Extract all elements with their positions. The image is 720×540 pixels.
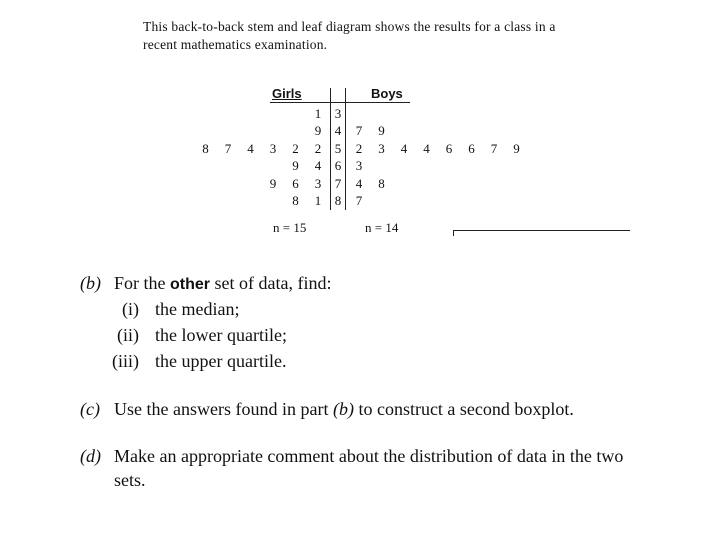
- boys-leaf: 6: [445, 140, 453, 156]
- question-b: [80, 273, 101, 294]
- boys-leaf: 4: [400, 140, 408, 156]
- girls-leaf: 9: [314, 123, 322, 139]
- intro-line-1: This back-to-back stem and leaf diagram shows the results for a class in a: [143, 19, 556, 34]
- question-b-iii-text: the upper quartile.: [155, 351, 287, 371]
- boys-leaf: 6: [468, 140, 475, 156]
- boys-leaf: 7: [355, 193, 363, 208]
- girls-leaf: 7: [224, 140, 232, 156]
- question-c-label: (c): [80, 399, 100, 419]
- intro-line-2: recent mathematics examination.: [143, 37, 328, 52]
- question-b-ii-label: (ii): [117, 325, 139, 345]
- boys-leaf: 9: [513, 140, 520, 156]
- boys-leaf: 4: [355, 175, 363, 191]
- girls-leaf: 3: [269, 140, 277, 156]
- boys-header: Boys: [371, 86, 403, 101]
- girls-leaf: 6: [292, 175, 299, 191]
- stem-4: 4: [334, 123, 342, 139]
- question-c: [80, 399, 100, 420]
- stem-8: 8: [334, 193, 342, 208]
- question-b-iii-label: (iii): [112, 351, 139, 371]
- girls-leaf: 1: [314, 193, 322, 208]
- girls-count: n = 15: [273, 220, 307, 235]
- question-d-line-1: Make an appropriate comment about the distribution of data in the two: [114, 446, 624, 466]
- girls-leaf: 2: [292, 140, 299, 156]
- answer-line-tick: [453, 230, 454, 236]
- stem-7: 7: [334, 175, 342, 191]
- header-rule: [270, 102, 410, 103]
- stem-5: 5: [334, 140, 342, 156]
- question-b-label: (b): [80, 273, 101, 293]
- girls-leaf: 9: [269, 175, 277, 191]
- stem-3: 3: [334, 106, 342, 121]
- girls-header: Girls: [272, 86, 302, 101]
- boys-count: n = 14: [365, 220, 399, 235]
- question-c-text: Use the answers found in part (b) to construct a second boxplot.: [114, 399, 574, 419]
- girls-leaf: 8: [202, 140, 209, 156]
- right-divider: [345, 88, 346, 210]
- girls-leaf: 2: [314, 140, 322, 156]
- boys-leaf: 2: [355, 140, 363, 156]
- question-b-text: For the other set of data, find:: [114, 273, 332, 293]
- girls-leaf: 4: [314, 158, 322, 174]
- girls-leaf: 9: [292, 158, 299, 174]
- boys-leaf: 8: [378, 175, 385, 191]
- boys-leaf: 9: [378, 123, 385, 139]
- girls-leaf: 8: [292, 193, 299, 208]
- question-b-i-label: (i): [122, 299, 139, 319]
- boys-leaf: 7: [355, 123, 363, 139]
- girls-leaf: 4: [247, 140, 254, 156]
- question-b-ii-text: the lower quartile;: [155, 325, 287, 345]
- boys-leaf: 7: [490, 140, 498, 156]
- girls-leaf: 1: [314, 106, 322, 121]
- boys-leaf: 4: [423, 140, 430, 156]
- question-b-i-text: the median;: [155, 299, 240, 319]
- boys-leaf: 3: [378, 140, 385, 156]
- question-d-line-2: sets.: [114, 470, 146, 490]
- stem-6: 6: [334, 158, 342, 174]
- boys-leaf: 3: [355, 158, 363, 174]
- question-d: [80, 446, 101, 467]
- answer-line: [453, 230, 630, 231]
- girls-leaf: 3: [314, 175, 322, 191]
- question-d-label: (d): [80, 446, 101, 466]
